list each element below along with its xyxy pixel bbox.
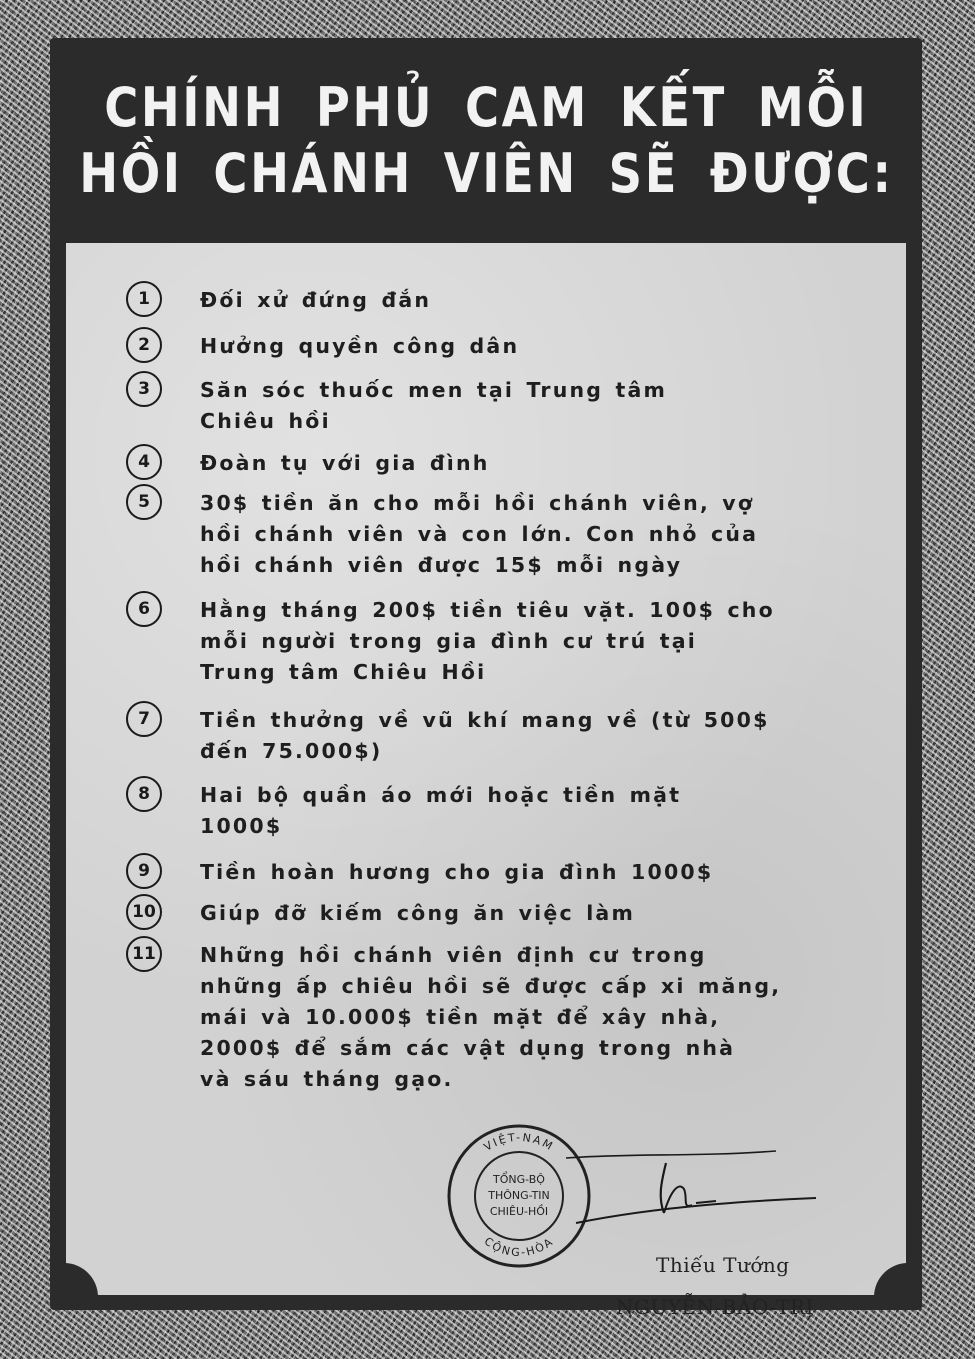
- seal-line-3: CHIÊU-HỒI: [489, 1205, 549, 1218]
- leaflet-header: [50, 38, 922, 243]
- item-number-badge: 10: [126, 894, 162, 930]
- signatory-title: Thiếu Tướng: [656, 1253, 790, 1277]
- item-text: Săn sóc thuốc men tại Trung tâm Chiêu hồi: [200, 378, 668, 433]
- item-number-badge: 7: [126, 701, 162, 737]
- content-panel: [66, 243, 906, 1319]
- header-line-1: CHÍNH PHỦ CAM KẾT MỖI: [103, 75, 869, 139]
- seal-top-text: VIỆT-NAM: [481, 1130, 557, 1154]
- item-text: Tiền hoàn hương cho gia đình 1000$: [200, 860, 714, 884]
- item-number-badge: 6: [126, 591, 162, 627]
- seal-line-2: THÔNG-TIN: [488, 1189, 550, 1202]
- item-number-badge: 11: [126, 936, 162, 972]
- item-number-badge: 3: [126, 371, 162, 407]
- item-text: Hưởng quyền công dân: [200, 334, 520, 358]
- item-text: 30$ tiền ăn cho mỗi hồi chánh viên, vợ hồi chánh viên và con lớn. Con nhỏ của hồi chánh viên được 15$ mỗi ngày: [200, 491, 759, 577]
- item-number-badge: 2: [126, 327, 162, 363]
- svg-text:VIỆT-NAM: [482, 1131, 557, 1154]
- item-number-badge: 9: [126, 853, 162, 889]
- item-text: Giúp đỡ kiếm công ăn việc làm: [200, 901, 636, 925]
- item-text: Đoàn tụ với gia đình: [200, 451, 490, 475]
- item-text: Những hồi chánh viên định cư trong những ấp chiêu hồi sẽ được cấp xi măng, mái và 10.000$ tiền mặt để xây nhà, 2000$ để sắm các vật dụng trong nhà và sáu tháng gạo.: [200, 943, 782, 1091]
- panel-corner-notch: [874, 1263, 908, 1297]
- svg-text:CỘNG-HÒA: [482, 1235, 557, 1260]
- leaflet-sheet: [50, 38, 922, 1319]
- header-line-2: HỒI CHÁNH VIÊN SẼ ĐƯỢC:: [78, 141, 894, 205]
- seal-line-1: TỔNG-BỘ: [493, 1173, 545, 1186]
- item-number-badge: 4: [126, 444, 162, 480]
- item-text: Tiền thưởng về vũ khí mang về (từ 500$ đến 75.000$): [200, 708, 770, 763]
- item-number-badge: 8: [126, 776, 162, 812]
- seal-bottom-text: CỘNG-HÒA: [481, 1234, 557, 1260]
- item-number-badge: 1: [126, 281, 162, 317]
- item-text: Đối xử đứng đắn: [200, 288, 432, 312]
- item-text: Hai bộ quần áo mới hoặc tiền mặt 1000$: [200, 783, 682, 838]
- panel-corner-notch: [64, 1263, 98, 1297]
- item-number-badge: 5: [126, 484, 162, 520]
- handwritten-signature: [566, 1143, 826, 1253]
- item-text: Hằng tháng 200$ tiền tiêu vặt. 100$ cho mỗi người trong gia đình cư trú tại Trung tâm Chiêu Hồi: [200, 598, 775, 684]
- signatory-name: NGUYỄN-BẢO-TRỊ: [616, 1295, 815, 1319]
